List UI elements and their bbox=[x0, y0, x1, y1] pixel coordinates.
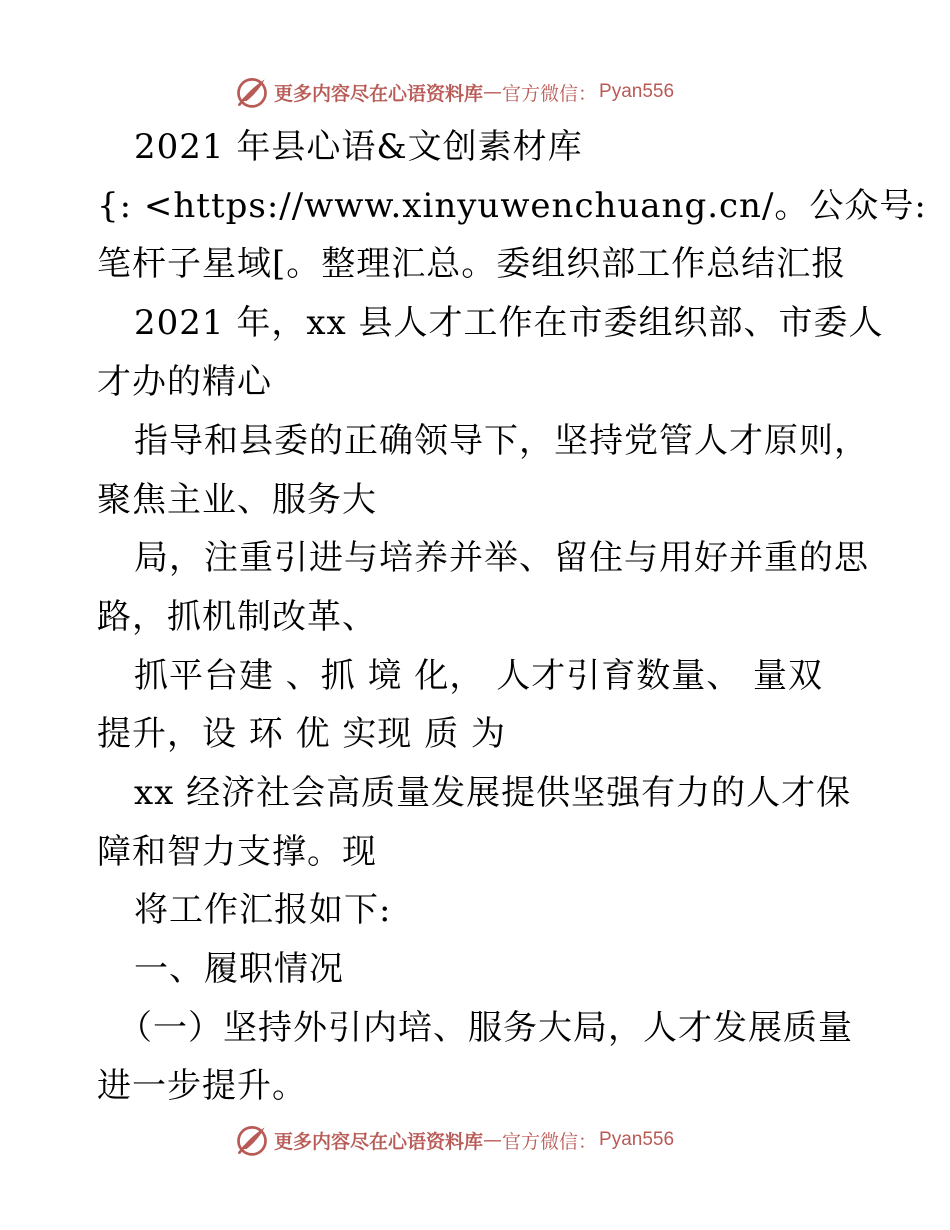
header-banner-text: 更多内容尽在心语资料库 bbox=[274, 82, 484, 105]
header-banner bbox=[234, 72, 674, 112]
footer-banner-dash: — bbox=[483, 1129, 503, 1151]
body-line: 聚焦主业、服务大 bbox=[97, 480, 377, 520]
body-line: 2021 年县心语&文创素材库 bbox=[134, 127, 583, 167]
section-heading: 一、履职情况 bbox=[134, 949, 344, 989]
body-line: 将工作汇报如下: bbox=[134, 890, 392, 930]
body-line: 提升，设 环 优 实现 质 为 bbox=[97, 714, 507, 754]
body-line: xx 经济社会高质量发展提供坚强有力的人才保 bbox=[134, 773, 852, 813]
body-line: 障和智力支撑。现 bbox=[97, 832, 377, 872]
footer-banner-text: 更多内容尽在心语资料库 bbox=[274, 1130, 484, 1153]
body-line: 笔杆子星域[。整理汇总。委组织部工作总结汇报 bbox=[97, 244, 847, 284]
footer-banner bbox=[234, 1120, 674, 1160]
header-banner-dash: — bbox=[483, 81, 503, 103]
body-line: 局，注重引进与培养并举、留住与用好并重的思 bbox=[134, 538, 869, 578]
body-line: 抓平台建 、抓 境 化， 人才引育数量、 量双 bbox=[134, 656, 824, 696]
body-line: 才办的精心 bbox=[97, 362, 272, 402]
body-line: 路，抓机制改革、 bbox=[97, 597, 377, 637]
pen-logo-icon bbox=[234, 74, 270, 110]
body-line: {: <https://www.xinyuwenchuang.cn/。公众号: bbox=[97, 186, 927, 226]
pen-logo-icon bbox=[234, 1122, 270, 1158]
body-line: 进一步提升。 bbox=[97, 1066, 307, 1106]
header-wechat-id: Pyan556 bbox=[599, 81, 675, 102]
footer-wechat-id: Pyan556 bbox=[599, 1129, 675, 1150]
body-line: 2021 年，xx 县人才工作在市委组织部、市委人 bbox=[134, 303, 884, 343]
body-line: 指导和县委的正确领导下，坚持党管人才原则， bbox=[134, 421, 869, 461]
header-wechat-label: 官方微信： bbox=[502, 82, 598, 105]
footer-wechat-label: 官方微信： bbox=[502, 1130, 598, 1153]
subsection-heading: （一）坚持外引内培、服务大局，人才发展质量 bbox=[118, 1008, 853, 1048]
